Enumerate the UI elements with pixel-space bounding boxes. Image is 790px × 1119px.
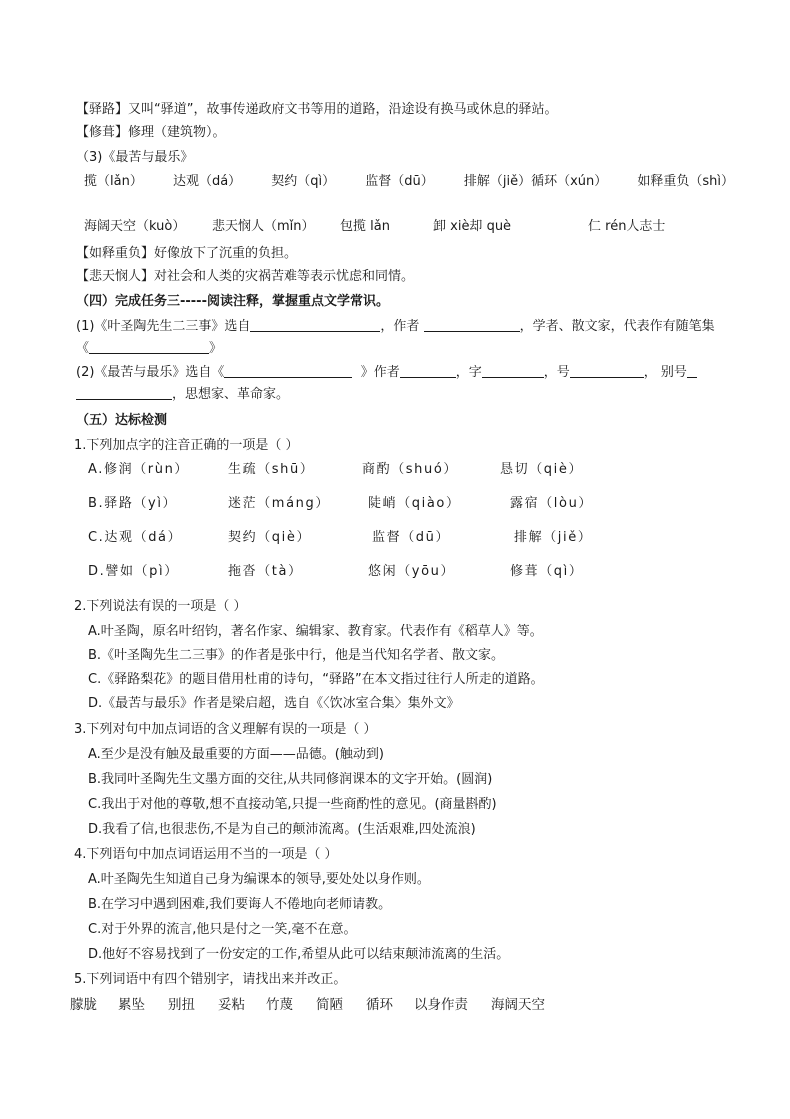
- q3-option-c: C.我出于对他的尊敬,想不直接动笔,只提一些商酌性的意见。(商量斟酌): [88, 797, 497, 812]
- pinyin-item: 如释重负（shì）: [637, 174, 734, 189]
- q1-option-a: A.修润（rùn） 生疏（shū） 商酌（shuó） 恳切（qiè）: [88, 462, 584, 477]
- q1-option-b: B.驿路（yì） 迷茫（máng） 陡峭（qiào） 露宿（lòu）: [88, 496, 594, 511]
- pinyin-item: 仁 rén人志士: [588, 219, 666, 234]
- glossary-yilu: 【驿路】又叫“驿道”，故事传递政府文书等用的道路，沿途设有换马或休息的驿站。: [76, 102, 558, 117]
- question-5: 5.下列词语中有四个错别字，请找出来并改正。: [74, 972, 347, 987]
- question-4: 4.下列语句中加点词语运用不当的一项是（ ）: [74, 847, 338, 862]
- q5-word: 累坠: [118, 997, 145, 1013]
- q4-option-a: A.叶圣陶先生知道自己身为编课本的领导,要处处以身作则。: [88, 872, 430, 887]
- answer-blank[interactable]: [482, 364, 544, 378]
- answer-blank[interactable]: [687, 364, 697, 378]
- q4-option-b: B.在学习中遇到困难,我们要诲人不倦地向老师请教。: [88, 897, 392, 912]
- pinyin-item: 监督（dū）: [365, 174, 434, 189]
- pinyin-item: 海阔天空（kuò）: [84, 219, 186, 234]
- question-3: 3.下列对句中加点词语的含义理解有误的一项是（ ）: [74, 722, 377, 737]
- pinyin-item: 契约（qì）: [271, 174, 336, 189]
- q2-option-c: C.《驿路梨花》的题目借用杜甫的诗句，“驿路”在本文指过往行人所走的道路。: [88, 672, 544, 687]
- q5-word: 妥粘: [218, 997, 245, 1013]
- pinyin-item: 包揽 lǎn: [340, 219, 390, 234]
- task3-q2-cont: ，思想家、革命家。: [76, 386, 289, 404]
- answer-blank[interactable]: [570, 364, 644, 378]
- q5-word: 海阔天空: [491, 997, 545, 1013]
- answer-blank[interactable]: [89, 340, 209, 354]
- q3-option-b: B.我同叶圣陶先生文墨方面的交往,从共同修润课本的文字开始。(圆润): [88, 772, 493, 787]
- q1-option-c: C.达观（dá） 契约（qiè） 监督（dū） 排解（jiě）: [88, 530, 593, 545]
- q2-option-b: B.《叶圣陶先生二三事》的作者是张中行，他是当代知名学者、散文家。: [88, 648, 505, 663]
- task3-q1-cont: 《 》: [76, 341, 223, 356]
- q3-option-a: A.至少是没有触及最重要的方面——品德。(触动到): [88, 747, 384, 762]
- pinyin-item: 揽（lǎn）: [84, 174, 143, 189]
- q4-option-c: C.对于外界的流言,他只是付之一笑,毫不在意。: [88, 922, 357, 937]
- answer-blank[interactable]: [250, 318, 380, 332]
- q3-option-d: D.我看了信,也很悲伤,不是为自己的颠沛流离。(生活艰难,四处流浪): [88, 822, 476, 837]
- q5-word: 朦胧: [70, 997, 97, 1013]
- q5-word: 别扭: [168, 997, 195, 1013]
- answer-blank[interactable]: [424, 318, 520, 332]
- glossary-xiuqi: 【修葺】修理（建筑物）。: [76, 125, 226, 140]
- q2-option-a: A.叶圣陶，原名叶绍钧，著名作家、编辑家、教育家。代表作有《稻草人》等。: [88, 624, 543, 639]
- section3-title: （3)《最苦与最乐》: [76, 150, 194, 165]
- q5-word-list: [70, 996, 545, 1014]
- task3-q2: (2)《最苦与最乐》选自《 》作者 ，字 ，号 ， 别号: [76, 364, 697, 382]
- q5-word: 简陋: [316, 997, 343, 1013]
- question-1: 1.下列加点字的注音正确的一项是（ ）: [74, 438, 299, 453]
- q1-option-d: D.譬如（pì） 拖沓（tà） 悠闲（yōu） 修葺（qì）: [88, 564, 584, 579]
- q5-word: 竹蔑: [266, 997, 293, 1013]
- answer-blank[interactable]: [224, 364, 352, 378]
- task3-q1: (1)《叶圣陶先生二三事》选自 ，作者 ，学者、散文家，代表作有随笔集: [76, 319, 715, 334]
- task3-title: （四）完成任务三-----阅读注释，掌握重点文学常识。: [76, 294, 389, 309]
- q2-option-d: D.《最苦与最乐》作者是梁启超，选自《〈饮冰室合集〉集外文》: [88, 696, 460, 711]
- pinyin-item: 卸 xiè却 què: [433, 219, 512, 234]
- check-title: （五）达标检测: [76, 413, 168, 428]
- q5-word: 以身作责: [414, 997, 468, 1013]
- q5-word: 循环: [366, 997, 393, 1013]
- pinyin-row-2: [84, 218, 734, 236]
- pinyin-item: 达观（dá）: [172, 174, 242, 189]
- question-2: 2.下列说法有误的一项是（ ）: [74, 599, 247, 614]
- definition-rushizhongfu: 【如释重负】好像放下了沉重的负担。: [76, 246, 298, 261]
- pinyin-item: 排解（jiě）循环（xún）: [463, 174, 608, 189]
- pinyin-row-1: [84, 173, 734, 191]
- pinyin-item: 悲天悯人（mǐn）: [212, 219, 315, 234]
- q4-option-d: D.他好不容易找到了一份安定的工作,希望从此可以结束颠沛流离的生活。: [88, 947, 510, 962]
- answer-blank[interactable]: [400, 364, 456, 378]
- answer-blank[interactable]: [76, 386, 172, 400]
- definition-beitianminren: 【悲天悯人】对社会和人类的灾祸苦难等表示忧虑和同情。: [76, 269, 415, 284]
